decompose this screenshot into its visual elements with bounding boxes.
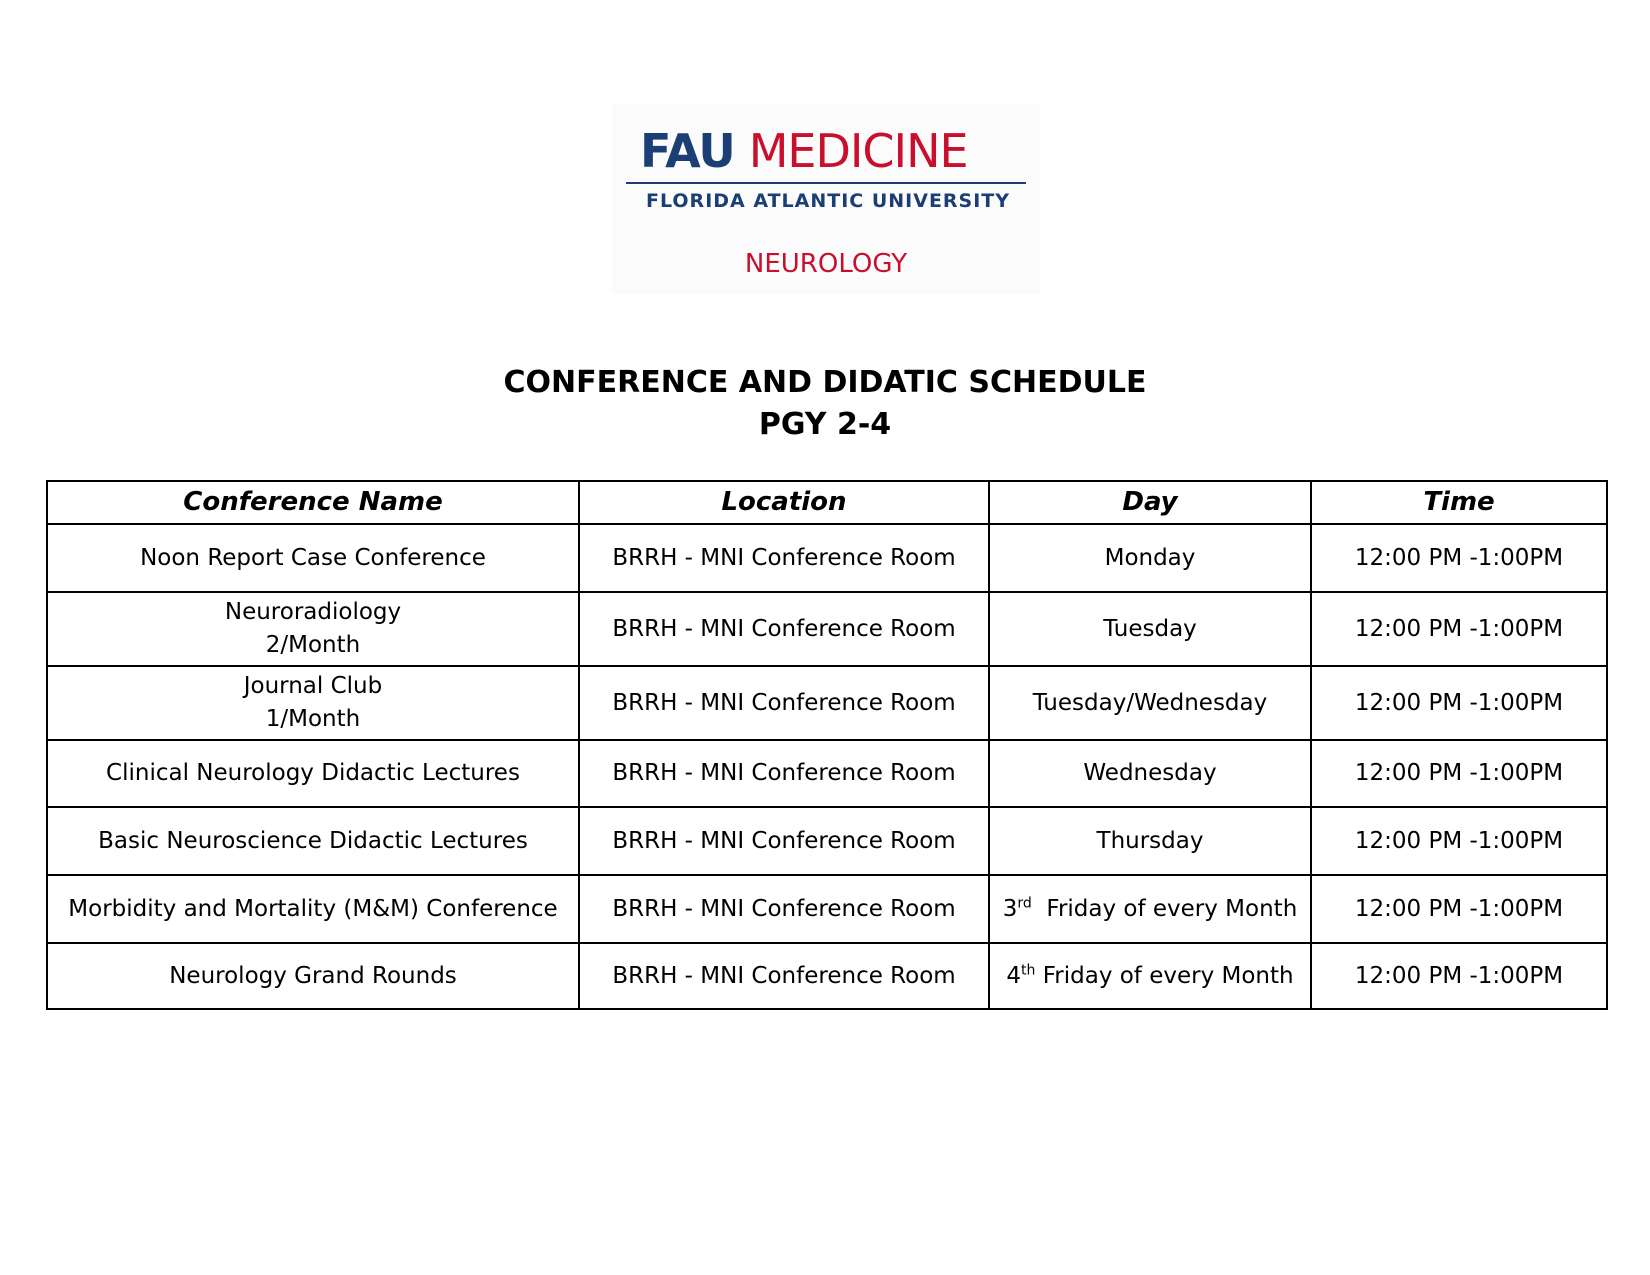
conference-name: Neuroradiology	[224, 599, 402, 625]
day-ordinal-number: 3	[1002, 895, 1018, 922]
header-location: Location	[579, 481, 989, 524]
conference-name: Noon Report Case Conference	[140, 544, 486, 571]
time-cell: 12:00 PM -1:00PM	[1311, 875, 1607, 943]
location-cell: BRRH - MNI Conference Room	[579, 807, 989, 875]
location-cell: BRRH - MNI Conference Room	[579, 524, 989, 592]
logo-fau-text: FAU	[640, 124, 735, 178]
day-ordinal-number: 4	[1006, 962, 1022, 989]
header-day: Day	[989, 481, 1311, 524]
logo-wordmark	[640, 126, 968, 176]
conference-name: Neurology Grand Rounds	[169, 962, 457, 989]
conference-name: Morbidity and Mortality (M&M) Conference	[68, 895, 558, 922]
conference-name-cell	[47, 807, 579, 875]
time-cell: 12:00 PM -1:00PM	[1311, 592, 1607, 666]
table-row	[47, 666, 1607, 740]
day-cell: Thursday	[989, 807, 1311, 875]
header-conference-name: Conference Name	[47, 481, 579, 524]
day-ordinal-suffix: rd	[1017, 894, 1032, 911]
time-cell: 12:00 PM -1:00PM	[1311, 524, 1607, 592]
location-cell: BRRH - MNI Conference Room	[579, 740, 989, 807]
table-row	[47, 943, 1607, 1009]
table-row	[47, 524, 1607, 592]
conference-name-cell	[47, 943, 579, 1009]
time-cell: 12:00 PM -1:00PM	[1311, 807, 1607, 875]
conference-name-cell	[47, 524, 579, 592]
time-cell: 12:00 PM -1:00PM	[1311, 666, 1607, 740]
conference-name-cell	[47, 592, 579, 666]
conference-frequency: 1/Month	[265, 706, 361, 732]
schedule-table	[46, 480, 1608, 1010]
day-text: Friday of every Month	[1042, 962, 1294, 989]
conference-name: Clinical Neurology Didactic Lectures	[106, 760, 520, 786]
table-row	[47, 740, 1607, 807]
location-cell: BRRH - MNI Conference Room	[579, 875, 989, 943]
logo-university-text: FLORIDA ATLANTIC UNIVERSITY	[646, 190, 1011, 212]
location-cell: BRRH - MNI Conference Room	[579, 943, 989, 1009]
day-cell: Tuesday/Wednesday	[989, 666, 1311, 740]
conference-frequency: 2/Month	[265, 632, 361, 658]
conference-name: Journal Club	[243, 673, 383, 699]
day-text: Friday of every Month	[1046, 895, 1298, 922]
table-header-row	[47, 481, 1607, 524]
table-row	[47, 807, 1607, 875]
location-cell: BRRH - MNI Conference Room	[579, 666, 989, 740]
conference-name-cell	[47, 740, 579, 807]
day-cell	[989, 943, 1311, 1009]
fau-medicine-logo	[612, 104, 1040, 294]
time-cell: 12:00 PM -1:00PM	[1311, 943, 1607, 1009]
header-time: Time	[1311, 481, 1607, 524]
location-cell: BRRH - MNI Conference Room	[579, 592, 989, 666]
title-line-1: CONFERENCE AND DIDATIC SCHEDULE	[503, 365, 1147, 400]
day-cell: Wednesday	[989, 740, 1311, 807]
day-cell	[989, 875, 1311, 943]
table-row	[47, 875, 1607, 943]
day-cell: Monday	[989, 524, 1311, 592]
title-line-2: PGY 2-4	[758, 407, 892, 442]
logo-divider	[626, 182, 1026, 184]
day-ordinal-suffix: th	[1021, 961, 1036, 978]
conference-name: Basic Neuroscience Didactic Lectures	[98, 827, 528, 854]
time-cell: 12:00 PM -1:00PM	[1311, 740, 1607, 807]
table-row	[47, 592, 1607, 666]
logo-department-text: NEUROLOGY	[744, 249, 908, 279]
day-cell: Tuesday	[989, 592, 1311, 666]
document-title	[0, 362, 1650, 446]
conference-name-cell	[47, 666, 579, 740]
logo-medicine-text: MEDICINE	[748, 124, 968, 178]
conference-name-cell	[47, 875, 579, 943]
